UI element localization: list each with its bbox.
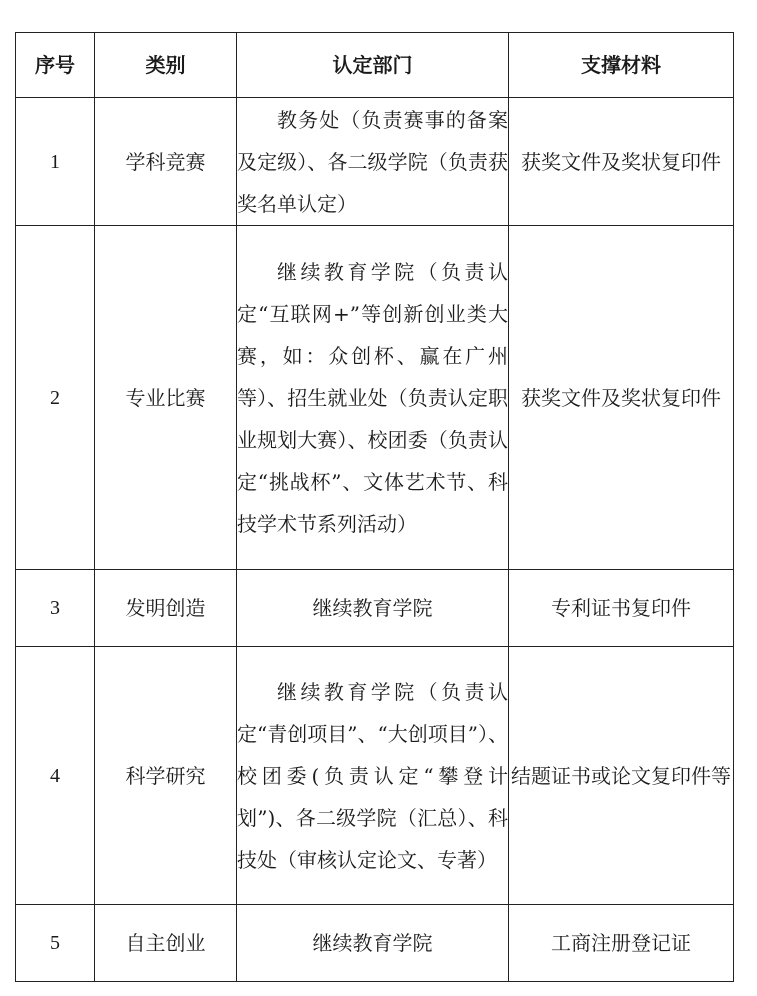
- header-row: [16, 33, 734, 98]
- row-department: 继续教育学院（负责认定“互联网+”等创新创业类大赛，如：众创杯、赢在广州等）、招生就业处（负责认定职业规划大赛）、校团委（负责认定“挑战杯”、文体艺术节、科技学术节系列活动）: [237, 226, 509, 570]
- header-no: 序号: [16, 33, 95, 98]
- row-no: 5: [16, 905, 95, 982]
- header-material: 支撑材料: [509, 33, 734, 98]
- table-row: [16, 647, 734, 905]
- header-department: 认定部门: [237, 33, 509, 98]
- row-material: 获奖文件及奖状复印件: [509, 226, 734, 570]
- row-category: 专业比赛: [95, 226, 237, 570]
- row-material: 结题证书或论文复印件等: [509, 647, 734, 905]
- row-material: 专利证书复印件: [509, 570, 734, 647]
- row-department: 教务处（负责赛事的备案及定级）、各二级学院（负责获奖名单认定）: [237, 98, 509, 226]
- row-category: 自主创业: [95, 905, 237, 982]
- row-no: 2: [16, 226, 95, 570]
- credit-table: [15, 32, 734, 982]
- row-department: 继续教育学院（负责认定“青创项目”、“大创项目”）、校团委(负责认定“攀登计划”)、各二级学院（汇总）、科技处（审核认定论文、专著）: [237, 647, 509, 905]
- table-row: [16, 570, 734, 647]
- row-category: 科学研究: [95, 647, 237, 905]
- row-department: 继续教育学院: [237, 570, 509, 647]
- row-no: 3: [16, 570, 95, 647]
- table-row: [16, 905, 734, 982]
- row-material: 工商注册登记证: [509, 905, 734, 982]
- table-row: [16, 226, 734, 570]
- table-row: [16, 98, 734, 226]
- header-category: 类别: [95, 33, 237, 98]
- row-category: 发明创造: [95, 570, 237, 647]
- row-no: 4: [16, 647, 95, 905]
- row-department: 继续教育学院: [237, 905, 509, 982]
- row-category: 学科竞赛: [95, 98, 237, 226]
- row-material: 获奖文件及奖状复印件: [509, 98, 734, 226]
- row-no: 1: [16, 98, 95, 226]
